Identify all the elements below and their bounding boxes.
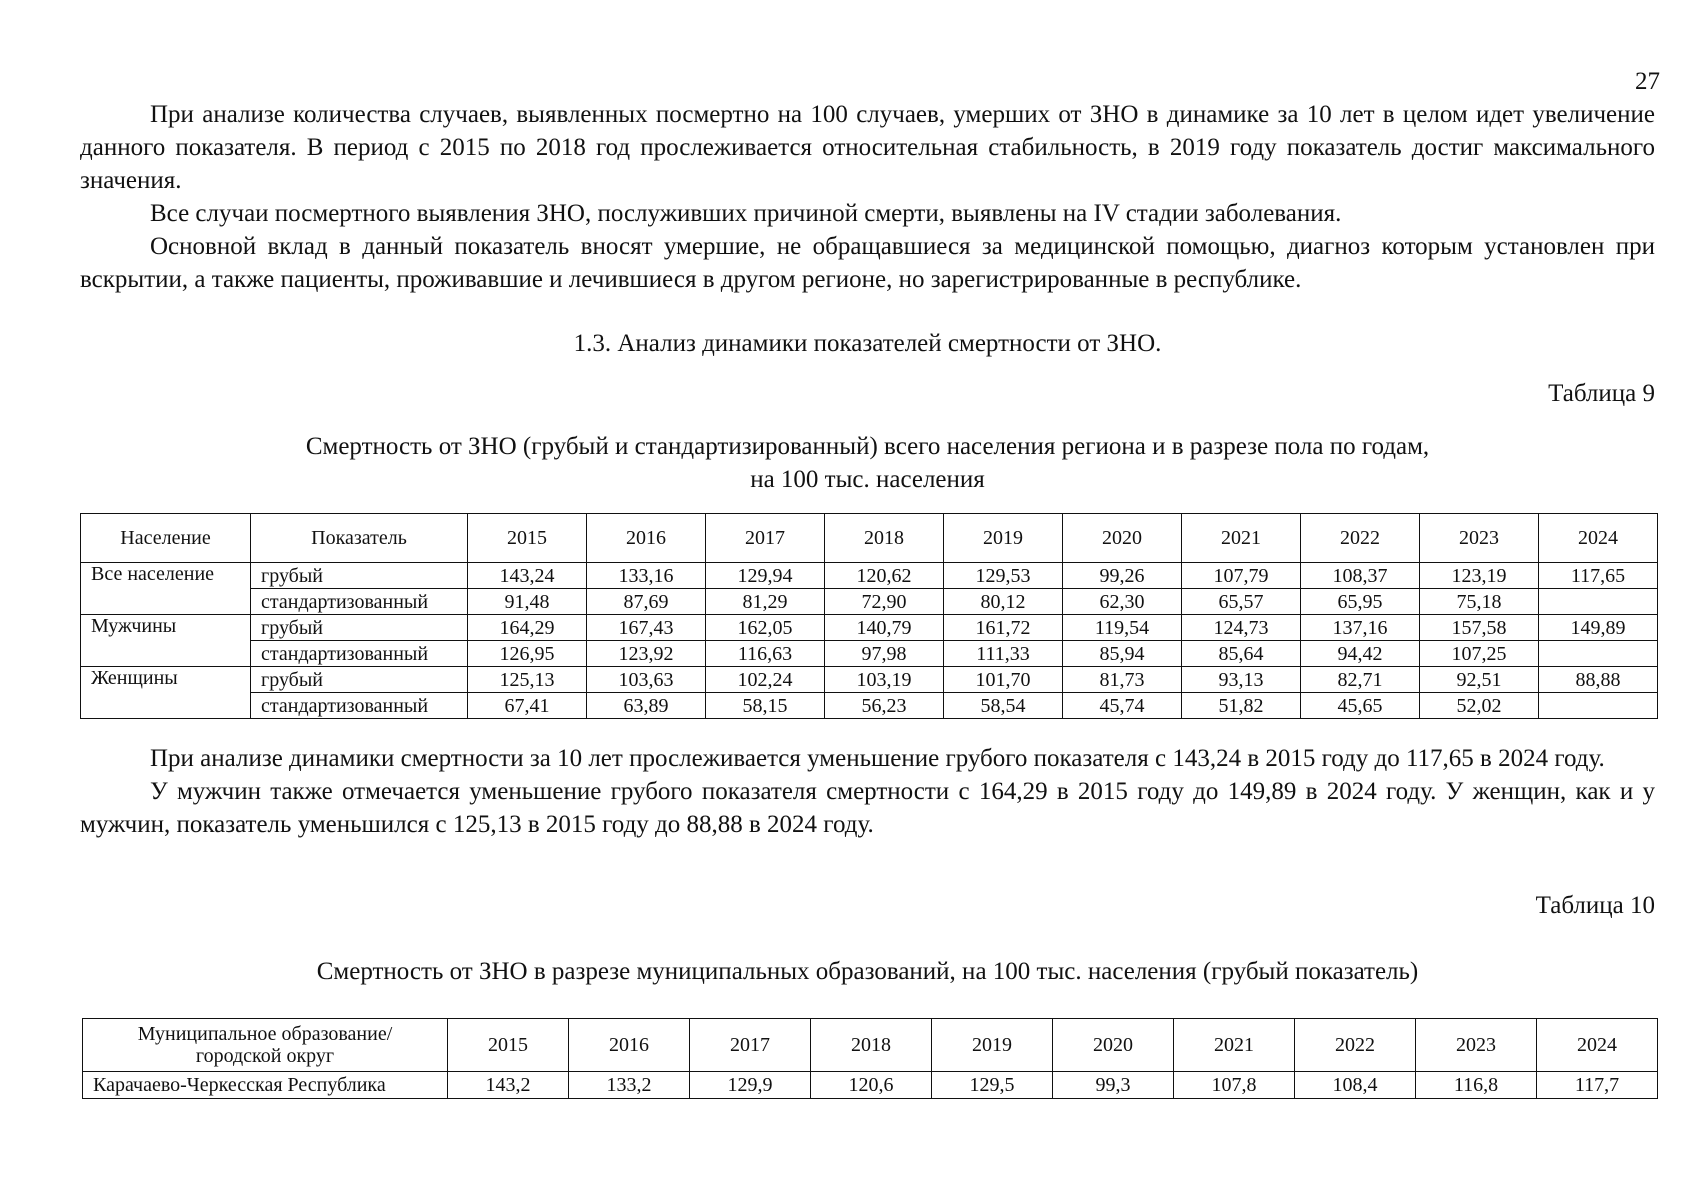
table-row	[81, 563, 1658, 589]
indicator-cell: грубый	[251, 615, 468, 641]
table-row	[81, 667, 1658, 693]
value-cell: 120,62	[825, 563, 944, 589]
value-cell: 133,16	[587, 563, 706, 589]
value-cell: 67,41	[468, 693, 587, 719]
value-cell: 75,18	[1420, 589, 1539, 615]
value-cell: 119,54	[1063, 615, 1182, 641]
value-cell: 72,90	[825, 589, 944, 615]
value-cell: 123,19	[1420, 563, 1539, 589]
header-year: 2016	[569, 1019, 690, 1072]
header-year: 2015	[448, 1019, 569, 1072]
analysis-paragraph: При анализе динамики смертности за 10 лет прослеживается уменьшение грубого показателя с 143,24 в 2015 году до 117,65 в 2024 году.	[150, 745, 1605, 772]
indicator-cell: стандартизованный	[251, 589, 468, 615]
header-year: 2022	[1301, 514, 1420, 563]
population-cell: Женщины	[81, 667, 251, 719]
value-cell: 167,43	[587, 615, 706, 641]
value-cell: 99,3	[1053, 1072, 1174, 1099]
value-cell: 157,58	[1420, 615, 1539, 641]
value-cell: 81,29	[706, 589, 825, 615]
value-cell: 161,72	[944, 615, 1063, 641]
header-year: 2020	[1063, 514, 1182, 563]
table-row	[81, 693, 1658, 719]
value-cell: 120,6	[811, 1072, 932, 1099]
value-cell: 117,7	[1537, 1072, 1658, 1099]
header-year: 2019	[944, 514, 1063, 563]
indicator-cell: стандартизованный	[251, 641, 468, 667]
header-year: 2023	[1416, 1019, 1537, 1072]
value-cell: 45,65	[1301, 693, 1420, 719]
value-cell: 97,98	[825, 641, 944, 667]
table-header-row	[83, 1019, 1658, 1072]
table9-caption-line: Смертность от ЗНО (грубый и стандартизированный) всего населения региона и в разрезе пола по годам,	[305, 433, 1430, 460]
value-cell: 149,89	[1539, 615, 1658, 641]
value-cell	[1539, 589, 1658, 615]
value-cell: 94,42	[1301, 641, 1420, 667]
value-cell: 87,69	[587, 589, 706, 615]
population-cell: Все население	[81, 563, 251, 615]
table9-caption	[80, 430, 1655, 496]
value-cell: 85,94	[1063, 641, 1182, 667]
table-row	[83, 1072, 1658, 1099]
value-cell: 126,95	[468, 641, 587, 667]
analysis-text	[80, 742, 1655, 841]
indicator-cell: грубый	[251, 563, 468, 589]
value-cell: 99,26	[1063, 563, 1182, 589]
table-header-row	[81, 514, 1658, 563]
header-year: 2015	[468, 514, 587, 563]
value-cell: 58,15	[706, 693, 825, 719]
municipal-mortality-table	[82, 1018, 1658, 1099]
header-municipality-line: Муниципальное образование/	[137, 1023, 393, 1045]
header-year: 2018	[825, 514, 944, 563]
mortality-table	[80, 513, 1658, 719]
value-cell: 125,13	[468, 667, 587, 693]
section-heading: 1.3. Анализ динамики показателей смертности от ЗНО.	[573, 330, 1162, 357]
value-cell: 129,9	[690, 1072, 811, 1099]
value-cell: 123,92	[587, 641, 706, 667]
value-cell: 85,64	[1182, 641, 1301, 667]
value-cell: 108,37	[1301, 563, 1420, 589]
table-row	[81, 589, 1658, 615]
value-cell: 93,13	[1182, 667, 1301, 693]
header-year: 2016	[587, 514, 706, 563]
header-year: 2021	[1182, 514, 1301, 563]
value-cell: 116,8	[1416, 1072, 1537, 1099]
value-cell: 102,24	[706, 667, 825, 693]
value-cell: 81,73	[1063, 667, 1182, 693]
value-cell: 117,65	[1539, 563, 1658, 589]
table-row	[81, 641, 1658, 667]
value-cell: 162,05	[706, 615, 825, 641]
value-cell: 107,79	[1182, 563, 1301, 589]
value-cell: 107,25	[1420, 641, 1539, 667]
table10-label: Таблица 10	[1535, 892, 1655, 919]
header-year: 2024	[1537, 1019, 1658, 1072]
value-cell: 129,94	[706, 563, 825, 589]
header-year: 2018	[811, 1019, 932, 1072]
value-cell: 143,24	[468, 563, 587, 589]
value-cell: 164,29	[468, 615, 587, 641]
table-row	[81, 615, 1658, 641]
value-cell: 92,51	[1420, 667, 1539, 693]
table9-label: Таблица 9	[1548, 380, 1655, 407]
value-cell: 80,12	[944, 589, 1063, 615]
value-cell: 133,2	[569, 1072, 690, 1099]
value-cell: 140,79	[825, 615, 944, 641]
population-cell: Мужчины	[81, 615, 251, 667]
value-cell: 65,95	[1301, 589, 1420, 615]
value-cell: 91,48	[468, 589, 587, 615]
header-year: 2023	[1420, 514, 1539, 563]
indicator-cell: стандартизованный	[251, 693, 468, 719]
value-cell: 101,70	[944, 667, 1063, 693]
value-cell: 124,73	[1182, 615, 1301, 641]
value-cell: 143,2	[448, 1072, 569, 1099]
value-cell: 107,8	[1174, 1072, 1295, 1099]
intro-paragraph: Все случаи посмертного выявления ЗНО, послуживших причиной смерти, выявлены на IV стадии заболевания.	[150, 200, 1342, 227]
header-municipality	[83, 1019, 448, 1072]
value-cell: 63,89	[587, 693, 706, 719]
value-cell: 82,71	[1301, 667, 1420, 693]
page-number: 27	[1635, 68, 1660, 95]
header-municipality-line: городской округ	[195, 1045, 335, 1067]
value-cell: 137,16	[1301, 615, 1420, 641]
header-population: Население	[81, 514, 251, 563]
header-year: 2017	[706, 514, 825, 563]
value-cell: 116,63	[706, 641, 825, 667]
value-cell: 103,19	[825, 667, 944, 693]
municipality-cell: Карачаево-Черкесская Республика	[83, 1072, 448, 1099]
table9-caption-line: на 100 тыс. населения	[750, 466, 985, 493]
value-cell: 51,82	[1182, 693, 1301, 719]
value-cell: 56,23	[825, 693, 944, 719]
value-cell: 129,5	[932, 1072, 1053, 1099]
header-indicator: Показатель	[251, 514, 468, 563]
header-year: 2020	[1053, 1019, 1174, 1072]
intro-paragraph: При анализе количества случаев, выявленных посмертно на 100 случаев, умерших от ЗНО в динамике за 10 лет в целом идет увеличение данного показателя. В период с 2015 по 2018 год прослеживается относительная стабильность, в 2019 году показатель достиг максимального значения.	[80, 101, 1655, 194]
header-year: 2022	[1295, 1019, 1416, 1072]
value-cell	[1539, 693, 1658, 719]
value-cell: 45,74	[1063, 693, 1182, 719]
indicator-cell: грубый	[251, 667, 468, 693]
value-cell: 65,57	[1182, 589, 1301, 615]
header-year: 2024	[1539, 514, 1658, 563]
value-cell: 103,63	[587, 667, 706, 693]
value-cell: 58,54	[944, 693, 1063, 719]
value-cell: 108,4	[1295, 1072, 1416, 1099]
header-year: 2017	[690, 1019, 811, 1072]
value-cell: 62,30	[1063, 589, 1182, 615]
header-year: 2019	[932, 1019, 1053, 1072]
header-year: 2021	[1174, 1019, 1295, 1072]
table10-caption: Смертность от ЗНО в разрезе муниципальных образований, на 100 тыс. населения (грубый показатель)	[316, 958, 1419, 985]
value-cell: 129,53	[944, 563, 1063, 589]
value-cell: 111,33	[944, 641, 1063, 667]
value-cell: 52,02	[1420, 693, 1539, 719]
intro-paragraph: Основной вклад в данный показатель вносят умершие, не обращавшиеся за медицинской помощью, диагноз которым установлен при вскрытии, а также пациенты, проживавшие и лечившиеся в другом регионе, но зарегистрированные в республике.	[80, 233, 1655, 293]
value-cell	[1539, 641, 1658, 667]
value-cell: 88,88	[1539, 667, 1658, 693]
analysis-paragraph: У мужчин также отмечается уменьшение грубого показателя смертности с 164,29 в 2015 году до 149,89 в 2024 году. У женщин, как и у мужчин, показатель уменьшился с 125,13 в 2015 году до 88,88 в 2024 году.	[80, 778, 1655, 838]
intro-text	[80, 98, 1655, 296]
